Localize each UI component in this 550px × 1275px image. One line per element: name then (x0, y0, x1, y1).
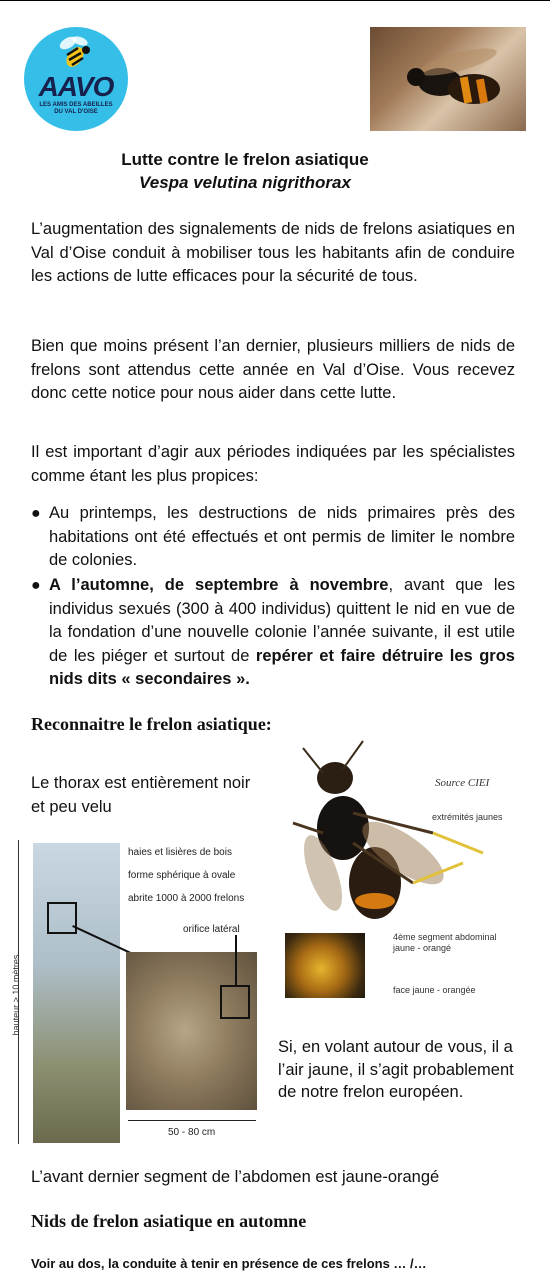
hornet-photo (370, 27, 526, 131)
bullet-text (49, 574, 515, 692)
nests-heading: Nids de frelon asiatique en automne (31, 1211, 307, 1231)
bullet-bold-start: A l’automne, de septembre à novembre (49, 576, 389, 594)
abdomen-text: L’avant dernier segment de l’abdomen est jaune-orangé (31, 1168, 440, 1186)
list-item-spring (31, 502, 515, 574)
orifice-arrow (235, 935, 237, 985)
bullet-bold-end: repérer et faire détruire les gros nids dits « secondaires ». (49, 646, 515, 688)
nest-location-marker (47, 902, 77, 934)
intro-paragraph: L’augmentation des signalements de nids de frelons asiatiques en Val d’Oise conduit à mobiliser tous les habitants afin de conduire les actions de lutte efficaces pour la sécurité de tous. (31, 220, 515, 285)
label-face: face jaune - orangée (393, 985, 476, 995)
hornet-face-photo (285, 933, 365, 998)
bullet-mid: , avant que les individus sexués (300 à 400 individus) quittent le nid en vue de la fondation d’une nouvelle colonie l’année suivante, il est utile de les piéger et surtout de (49, 576, 515, 665)
context-paragraph: Bien que moins présent l’an dernier, plusieurs milliers de nids de frelons sont attendus cette année en Val d’Oise. Vous recevez donc cette notice pour nous aider dans cette lutte. (31, 337, 515, 402)
nest-label-orifice: orifice latéral (183, 924, 240, 935)
nest-photo (126, 952, 257, 1110)
aavo-logo (24, 27, 128, 131)
list-item-autumn (31, 574, 515, 692)
recognize-heading: Reconnaitre le frelon asiatique: (31, 714, 272, 734)
nest-label-width: 50 - 80 cm (168, 1127, 216, 1138)
orifice-marker (220, 985, 250, 1019)
bullet-icon: ● (31, 577, 41, 594)
label-segment: 4ème segment abdominal jaune - orangé (393, 932, 497, 953)
nest-label-population: abrite 1000 à 2000 frelons (128, 893, 245, 904)
tree-photo (33, 843, 120, 1143)
logo-subtitle: LES AMIS DES ABEILLES DU VAL D'OISE (39, 102, 113, 115)
source-label: Source CIEI (435, 777, 490, 789)
periods-paragraph: Il est important d’agir aux périodes indiquées par les spécialistes comme étant les plus propices: (31, 443, 515, 485)
see-back-note: Voir au dos, la conduite à tenir en présence de ces frelons … /… (31, 1256, 427, 1271)
nest-label-habitat: haies et lisières de bois (128, 847, 232, 858)
bee-icon (54, 33, 98, 73)
european-hornet-text: Si, en volant autour de vous, il a l’air jaune, il s’agit probablement de notre frelon européen. (278, 1038, 514, 1101)
label-tips: extrémités jaunes (432, 812, 503, 822)
logo-name: AAVO (38, 71, 114, 102)
page-title: Lutte contre le frelon asiatique (121, 150, 369, 169)
page-subtitle: Vespa velutina nigrithorax (139, 173, 351, 192)
height-label: hauteur > 10 mètres (11, 954, 21, 1036)
bullet-icon: ● (31, 505, 41, 522)
nest-label-shape: forme sphérique à ovale (128, 870, 236, 881)
width-dimension-line (128, 1120, 256, 1121)
top-rule (0, 0, 550, 1)
bullet-text: Au printemps, les destructions de nids primaires près des habitations ont été effectués et ont permis de limiter le nombre de colonies. (49, 504, 515, 569)
thorax-text: Le thorax est entièrement noir et peu velu (31, 774, 251, 816)
